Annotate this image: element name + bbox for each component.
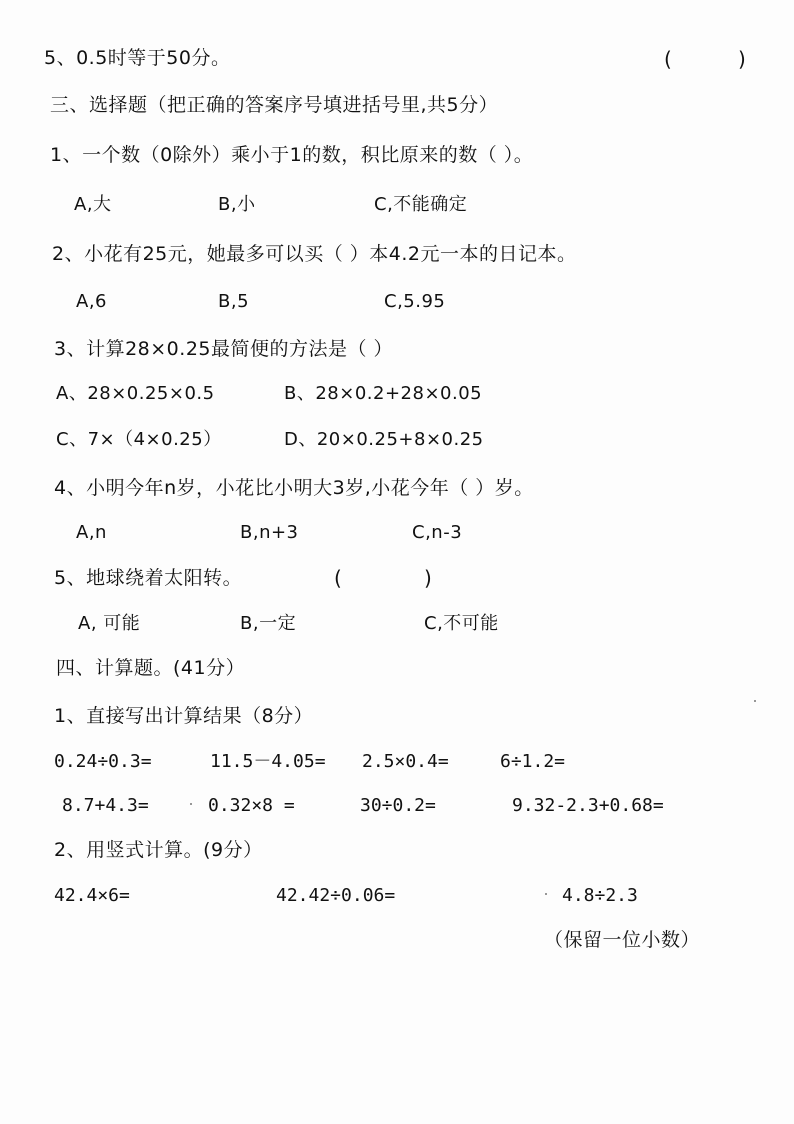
choice-question-1: 1、一个数（0除外）乘小于1的数，积比原来的数（ ）。 xyxy=(50,144,534,166)
q4-option-b: B,n+3 xyxy=(240,522,299,543)
q4-option-c: C,n-3 xyxy=(412,522,463,543)
choice-question-3: 3、计算28×0.25最简便的方法是（ ） xyxy=(54,338,394,360)
q2-option-b: B,5 xyxy=(218,291,250,312)
q5-option-a: A, 可能 xyxy=(78,613,141,634)
choice-question-5: 5、地球绕着太阳转。 xyxy=(54,567,243,589)
scan-speck xyxy=(545,893,547,895)
q3-option-a: A、28×0.25×0.5 xyxy=(56,383,215,404)
calc-item: 30÷0.2= xyxy=(360,795,436,816)
calc-item: 6÷1.2= xyxy=(500,751,566,772)
scan-speck xyxy=(190,803,192,805)
q3-option-d: D、20×0.25+8×0.25 xyxy=(284,429,484,450)
q5-option-b: B,一定 xyxy=(240,613,297,634)
q4-option-a: A,n xyxy=(76,522,107,543)
choice-question-2: 2、小花有25元，她最多可以买（ ）本4.2元一本的日记本。 xyxy=(52,243,577,265)
calc-item: 2.5×0.4= xyxy=(362,751,449,772)
vertical-calc-item: 4.8÷2.3 xyxy=(562,885,638,906)
q3-option-c: C、7×（4×0.25） xyxy=(56,429,222,450)
scan-speck xyxy=(754,700,756,702)
calc-item: 0.24÷0.3= xyxy=(54,751,152,772)
q2-option-a: A,6 xyxy=(76,291,107,312)
section-4-heading: 四、计算题。(41分） xyxy=(56,657,246,679)
answer-paren-close: ) xyxy=(738,47,747,71)
rounding-note: （保留一位小数） xyxy=(544,929,701,951)
calc-part-2-heading: 2、用竖式计算。(9分） xyxy=(54,839,263,861)
calc-item: 0.32×8 = xyxy=(208,795,295,816)
choice-question-4: 4、小明今年n岁，小花比小明大3岁,小花今年（ ）岁。 xyxy=(54,477,534,499)
q3-option-b: B、28×0.2+28×0.05 xyxy=(284,383,483,404)
calc-item: 11.5－4.05= xyxy=(210,751,326,772)
vertical-calc-item: 42.4×6= xyxy=(54,885,130,906)
q5-option-c: C,不可能 xyxy=(424,613,499,634)
q1-option-c: C,不能确定 xyxy=(374,194,468,215)
judge-question-5: 5、0.5时等于50分。 xyxy=(44,47,231,69)
calc-item: 9.32-2.3+0.68= xyxy=(512,795,664,816)
calc-part-1-heading: 1、直接写出计算结果（8分） xyxy=(54,705,314,727)
q1-option-b: B,小 xyxy=(218,194,256,215)
calc-item: 8.7+4.3= xyxy=(62,795,149,816)
section-3-heading: 三、选择题（把正确的答案序号填进括号里,共5分） xyxy=(50,94,499,116)
q5-paren-open: ( xyxy=(334,566,343,590)
vertical-calc-item: 42.42÷0.06= xyxy=(276,885,396,906)
q1-option-a: A,大 xyxy=(74,194,112,215)
answer-paren-open: ( xyxy=(664,47,673,71)
q2-option-c: C,5.95 xyxy=(384,291,446,312)
q5-paren-close: ) xyxy=(424,566,433,590)
